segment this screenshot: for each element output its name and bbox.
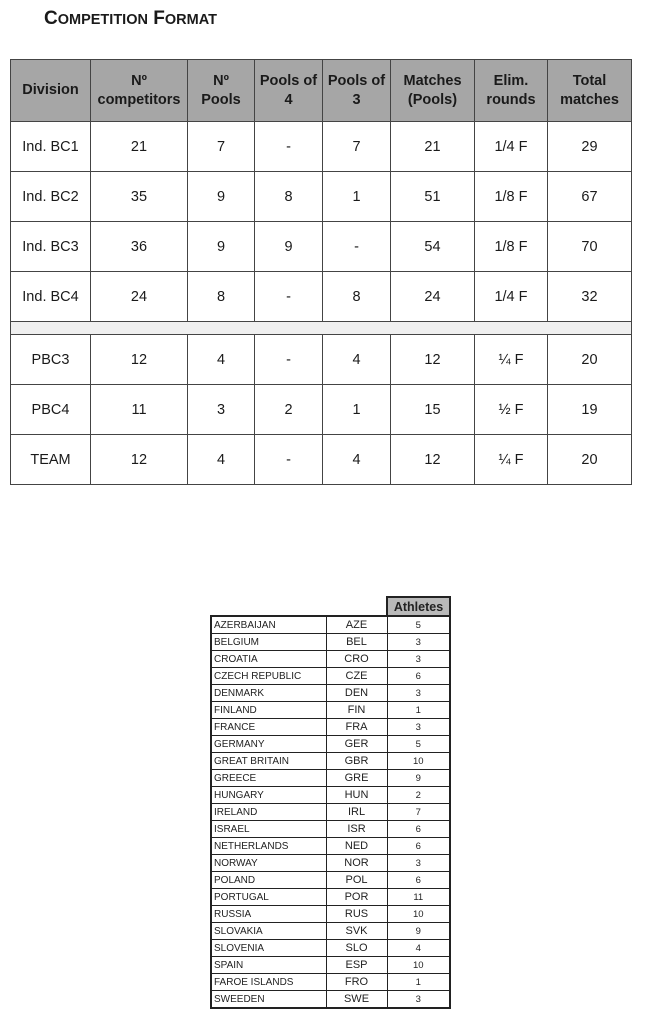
table-cell: ¼ F <box>475 435 548 485</box>
page-title: COMPETITION FORMAT <box>44 8 217 29</box>
table-row <box>211 957 450 974</box>
table-row <box>211 821 450 838</box>
table-cell: 1/8 F <box>475 222 548 272</box>
country-name-cell: IRELAND <box>211 804 326 821</box>
header-line-2: matches <box>560 91 619 108</box>
table-row <box>11 222 632 272</box>
header-line-2: 3 <box>352 91 361 108</box>
athlete-count-cell: 5 <box>387 616 450 634</box>
table-row <box>211 770 450 787</box>
country-code-cell: FIN <box>326 702 387 719</box>
athlete-count-cell: 11 <box>387 889 450 906</box>
country-code-cell: CRO <box>326 651 387 668</box>
athlete-count-cell: 6 <box>387 872 450 889</box>
athlete-count-cell: 4 <box>387 940 450 957</box>
country-name-cell: SPAIN <box>211 957 326 974</box>
country-name-cell: RUSSIA <box>211 906 326 923</box>
table-cell: 1/8 F <box>475 172 548 222</box>
table-row <box>211 906 450 923</box>
country-code-cell: ISR <box>326 821 387 838</box>
header-line-1: Nº <box>131 72 147 89</box>
athlete-count-cell: 3 <box>387 719 450 736</box>
table-cell: 12 <box>391 335 475 385</box>
table-cell: 15 <box>391 385 475 435</box>
table-cell: 8 <box>323 272 391 322</box>
column-header <box>11 60 91 122</box>
table-cell: 67 <box>548 172 632 222</box>
athlete-count-cell: 3 <box>387 634 450 651</box>
athletes-by-country-table <box>210 615 451 1009</box>
athlete-count-cell: 10 <box>387 957 450 974</box>
header-line-2: Pools <box>201 91 241 108</box>
column-header <box>188 60 255 122</box>
athlete-count-cell: 1 <box>387 974 450 991</box>
table-cell: 1/4 F <box>475 122 548 172</box>
table-row <box>11 172 632 222</box>
country-name-cell: DENMARK <box>211 685 326 702</box>
country-name-cell: GERMANY <box>211 736 326 753</box>
column-header <box>91 60 188 122</box>
column-header <box>391 60 475 122</box>
country-name-cell: SLOVAKIA <box>211 923 326 940</box>
country-code-cell: SVK <box>326 923 387 940</box>
table-cell: 8 <box>188 272 255 322</box>
header-line-1: Nº <box>213 72 229 89</box>
division-cell: PBC4 <box>11 385 91 435</box>
athlete-count-cell: 3 <box>387 651 450 668</box>
country-name-cell: POLAND <box>211 872 326 889</box>
athlete-count-cell: 9 <box>387 770 450 787</box>
table-cell: 2 <box>255 385 323 435</box>
table-cell: 9 <box>188 222 255 272</box>
table-row <box>211 889 450 906</box>
header-line-1: Elim. <box>493 72 529 89</box>
athlete-count-cell: 5 <box>387 736 450 753</box>
country-code-cell: GRE <box>326 770 387 787</box>
country-name-cell: CZECH REPUBLIC <box>211 668 326 685</box>
table-cell: - <box>255 272 323 322</box>
country-name-cell: AZERBAIJAN <box>211 616 326 634</box>
table-cell: 70 <box>548 222 632 272</box>
table-row <box>11 122 632 172</box>
table-cell: 4 <box>323 435 391 485</box>
header-line-1: Division <box>22 82 79 98</box>
country-code-cell: GER <box>326 736 387 753</box>
table-cell: ½ F <box>475 385 548 435</box>
country-code-cell: POR <box>326 889 387 906</box>
table-cell: 20 <box>548 435 632 485</box>
table-row <box>211 753 450 770</box>
table-cell: 12 <box>91 335 188 385</box>
athletes-column-header: Athletes <box>386 596 451 616</box>
table-cell: 1 <box>323 172 391 222</box>
table-cell: 32 <box>548 272 632 322</box>
header-line-1: Matches <box>403 72 462 89</box>
header-line-2: competitors <box>97 91 181 108</box>
spacer-row <box>11 322 632 335</box>
athlete-count-cell: 7 <box>387 804 450 821</box>
header-line-1: Pools of <box>327 72 386 89</box>
country-name-cell: GREECE <box>211 770 326 787</box>
table-cell: 36 <box>91 222 188 272</box>
table-cell: - <box>255 122 323 172</box>
athlete-count-cell: 6 <box>387 668 450 685</box>
column-header <box>475 60 548 122</box>
table-cell: 51 <box>391 172 475 222</box>
country-code-cell: FRO <box>326 974 387 991</box>
table-cell: 9 <box>255 222 323 272</box>
table-cell: 35 <box>91 172 188 222</box>
country-code-cell: GBR <box>326 753 387 770</box>
country-code-cell: ESP <box>326 957 387 974</box>
table-row <box>11 385 632 435</box>
division-cell: PBC3 <box>11 335 91 385</box>
country-name-cell: CROATIA <box>211 651 326 668</box>
header-line-1: Pools of <box>259 72 318 89</box>
table-cell: 19 <box>548 385 632 435</box>
country-code-cell: NOR <box>326 855 387 872</box>
column-header <box>255 60 323 122</box>
division-cell: Ind. BC2 <box>11 172 91 222</box>
header-row <box>11 60 632 122</box>
column-header <box>548 60 632 122</box>
spacer-cell <box>11 322 632 335</box>
division-cell: Ind. BC4 <box>11 272 91 322</box>
table-row <box>211 855 450 872</box>
table-cell: 4 <box>188 335 255 385</box>
table-cell: 4 <box>323 335 391 385</box>
table-cell: - <box>255 435 323 485</box>
table-row <box>211 668 450 685</box>
table-cell: 7 <box>323 122 391 172</box>
header-line-2: 4 <box>284 91 293 108</box>
table-row <box>211 634 450 651</box>
table-row <box>211 991 450 1009</box>
table-row <box>11 272 632 322</box>
table-cell: 12 <box>91 435 188 485</box>
table-row <box>211 616 450 634</box>
country-name-cell: GREAT BRITAIN <box>211 753 326 770</box>
athlete-count-cell: 9 <box>387 923 450 940</box>
country-name-cell: ISRAEL <box>211 821 326 838</box>
table-cell: 1 <box>323 385 391 435</box>
country-code-cell: SWE <box>326 991 387 1009</box>
country-name-cell: NETHERLANDS <box>211 838 326 855</box>
table-row <box>211 974 450 991</box>
table-row <box>211 923 450 940</box>
table-cell: 8 <box>255 172 323 222</box>
table-row <box>211 872 450 889</box>
country-name-cell: NORWAY <box>211 855 326 872</box>
table-cell: 1/4 F <box>475 272 548 322</box>
table-cell: 24 <box>91 272 188 322</box>
country-code-cell: FRA <box>326 719 387 736</box>
table-row <box>211 651 450 668</box>
country-name-cell: FRANCE <box>211 719 326 736</box>
competition-format-table <box>10 59 632 485</box>
athlete-count-cell: 1 <box>387 702 450 719</box>
table-cell: 20 <box>548 335 632 385</box>
table-cell: - <box>323 222 391 272</box>
table-row <box>211 787 450 804</box>
table-row <box>211 940 450 957</box>
country-code-cell: RUS <box>326 906 387 923</box>
country-code-cell: BEL <box>326 634 387 651</box>
table-row <box>211 702 450 719</box>
country-code-cell: DEN <box>326 685 387 702</box>
country-name-cell: SLOVENIA <box>211 940 326 957</box>
table-cell: 21 <box>91 122 188 172</box>
table-cell: 12 <box>391 435 475 485</box>
athlete-count-cell: 3 <box>387 855 450 872</box>
country-code-cell: CZE <box>326 668 387 685</box>
division-cell: Ind. BC1 <box>11 122 91 172</box>
country-code-cell: AZE <box>326 616 387 634</box>
athlete-count-cell: 10 <box>387 753 450 770</box>
table-cell: 29 <box>548 122 632 172</box>
table-row <box>211 685 450 702</box>
table-cell: - <box>255 335 323 385</box>
table-cell: 3 <box>188 385 255 435</box>
table-cell: 24 <box>391 272 475 322</box>
column-header <box>323 60 391 122</box>
table-cell: 54 <box>391 222 475 272</box>
table-cell: 9 <box>188 172 255 222</box>
division-cell: Ind. BC3 <box>11 222 91 272</box>
country-code-cell: SLO <box>326 940 387 957</box>
athlete-count-cell: 10 <box>387 906 450 923</box>
athlete-count-cell: 3 <box>387 991 450 1009</box>
athlete-count-cell: 3 <box>387 685 450 702</box>
division-cell: TEAM <box>11 435 91 485</box>
table-row <box>211 804 450 821</box>
country-name-cell: FAROE ISLANDS <box>211 974 326 991</box>
table-cell: 7 <box>188 122 255 172</box>
table-cell: 21 <box>391 122 475 172</box>
athlete-count-cell: 2 <box>387 787 450 804</box>
table-cell: 11 <box>91 385 188 435</box>
athlete-count-cell: 6 <box>387 838 450 855</box>
country-name-cell: BELGIUM <box>211 634 326 651</box>
table-row <box>211 719 450 736</box>
table-row <box>11 435 632 485</box>
table-row <box>211 838 450 855</box>
header-line-1: Total <box>572 72 607 89</box>
header-line-2: (Pools) <box>407 91 458 108</box>
country-name-cell: FINLAND <box>211 702 326 719</box>
athlete-count-cell: 6 <box>387 821 450 838</box>
table-cell: ¼ F <box>475 335 548 385</box>
country-name-cell: PORTUGAL <box>211 889 326 906</box>
country-code-cell: HUN <box>326 787 387 804</box>
table-row <box>11 335 632 385</box>
country-code-cell: POL <box>326 872 387 889</box>
country-name-cell: SWEEDEN <box>211 991 326 1009</box>
country-code-cell: NED <box>326 838 387 855</box>
table-row <box>211 736 450 753</box>
table-cell: 4 <box>188 435 255 485</box>
header-line-2: rounds <box>486 91 536 108</box>
country-name-cell: HUNGARY <box>211 787 326 804</box>
country-code-cell: IRL <box>326 804 387 821</box>
